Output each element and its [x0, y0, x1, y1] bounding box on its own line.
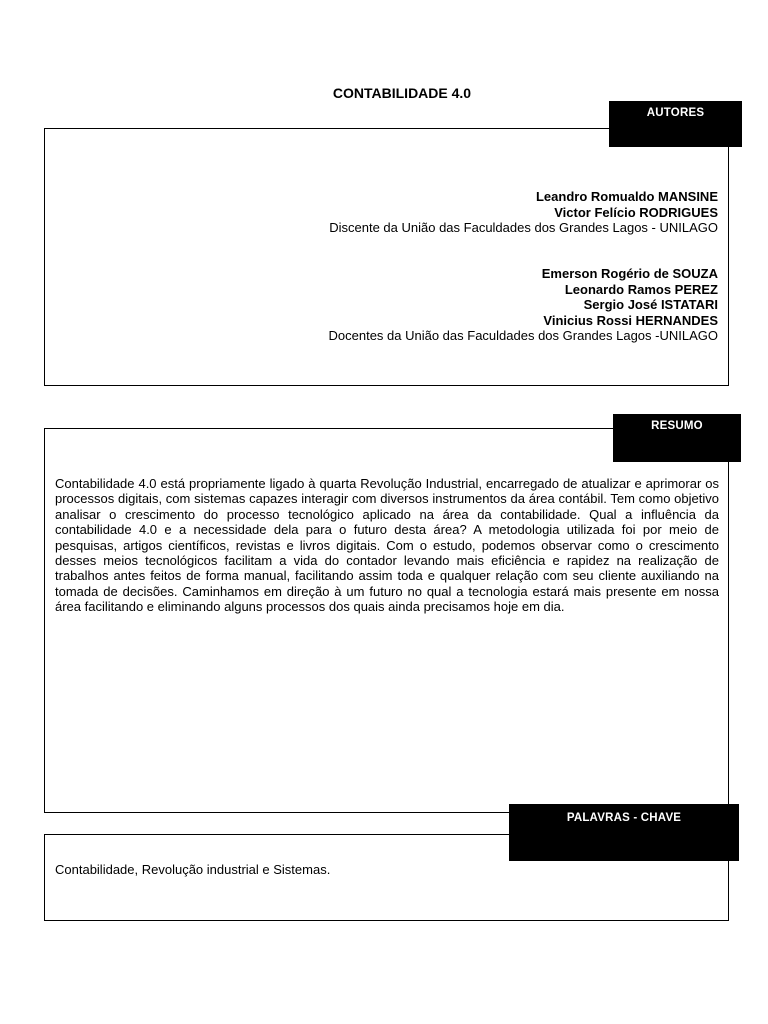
keywords-text: Contabilidade, Revolução industrial e Sistemas. [55, 862, 331, 877]
document-title: CONTABILIDADE 4.0 [332, 85, 472, 101]
teachers-group [329, 266, 719, 344]
students-affiliation: Discente da União das Faculdades dos Grandes Lagos - UNILAGO [329, 220, 718, 235]
teacher-name: Vinicius Rossi HERNANDES [543, 312, 718, 328]
teacher-name: Sergio José ISTATARI [583, 297, 718, 312]
student-name: Victor Felício RODRIGUES [554, 204, 718, 220]
keywords-label: PALAVRAS - CHAVE [509, 804, 739, 861]
authors-box [44, 128, 729, 386]
student-name: Leandro Romualdo MANSINE [535, 189, 718, 204]
teacher-name: Leonardo Ramos PEREZ [564, 281, 718, 297]
resumo-text: Contabilidade 4.0 está propriamente ligado à quarta Revolução Industrial, encarregado de atualizar e aprimorar os processos digitais, com sistemas capazes interagir com diversos instrumentos da área contábil. Tem como objetivo analisar o crescimento do processo tecnológico aplicado na área da contabilidade. Qual a influência da contabilidade 4.0 e a necessidade dela para o futuro desta área? A metodologia utilizada foi por meio de pesquisas, artigos científicos, revistas e livros digitais. Com o estudo, podemos observar como o crescimento desses meios tecnológicos facilitam a vida do contador levando mais eficiência e rapidez na realização de trabalhos antes feitos de forma manual, facilitando assim toda e qualquer relação com seu cliente auxiliando na tomada de decisões. Caminhamos em direção à um futuro no qual a tecnologia estará mais presente em nossa área facilitando e eliminando alguns processos dos quais ainda precisamos hoje em dia. [55, 476, 719, 615]
teachers-affiliation: Docentes da União das Faculdades dos Grandes Lagos -UNILAGO [328, 328, 718, 343]
authors-label: AUTORES [609, 101, 742, 147]
resumo-label: RESUMO [613, 414, 741, 462]
students-group [329, 189, 718, 236]
teacher-name: Emerson Rogério de SOUZA [541, 266, 718, 281]
